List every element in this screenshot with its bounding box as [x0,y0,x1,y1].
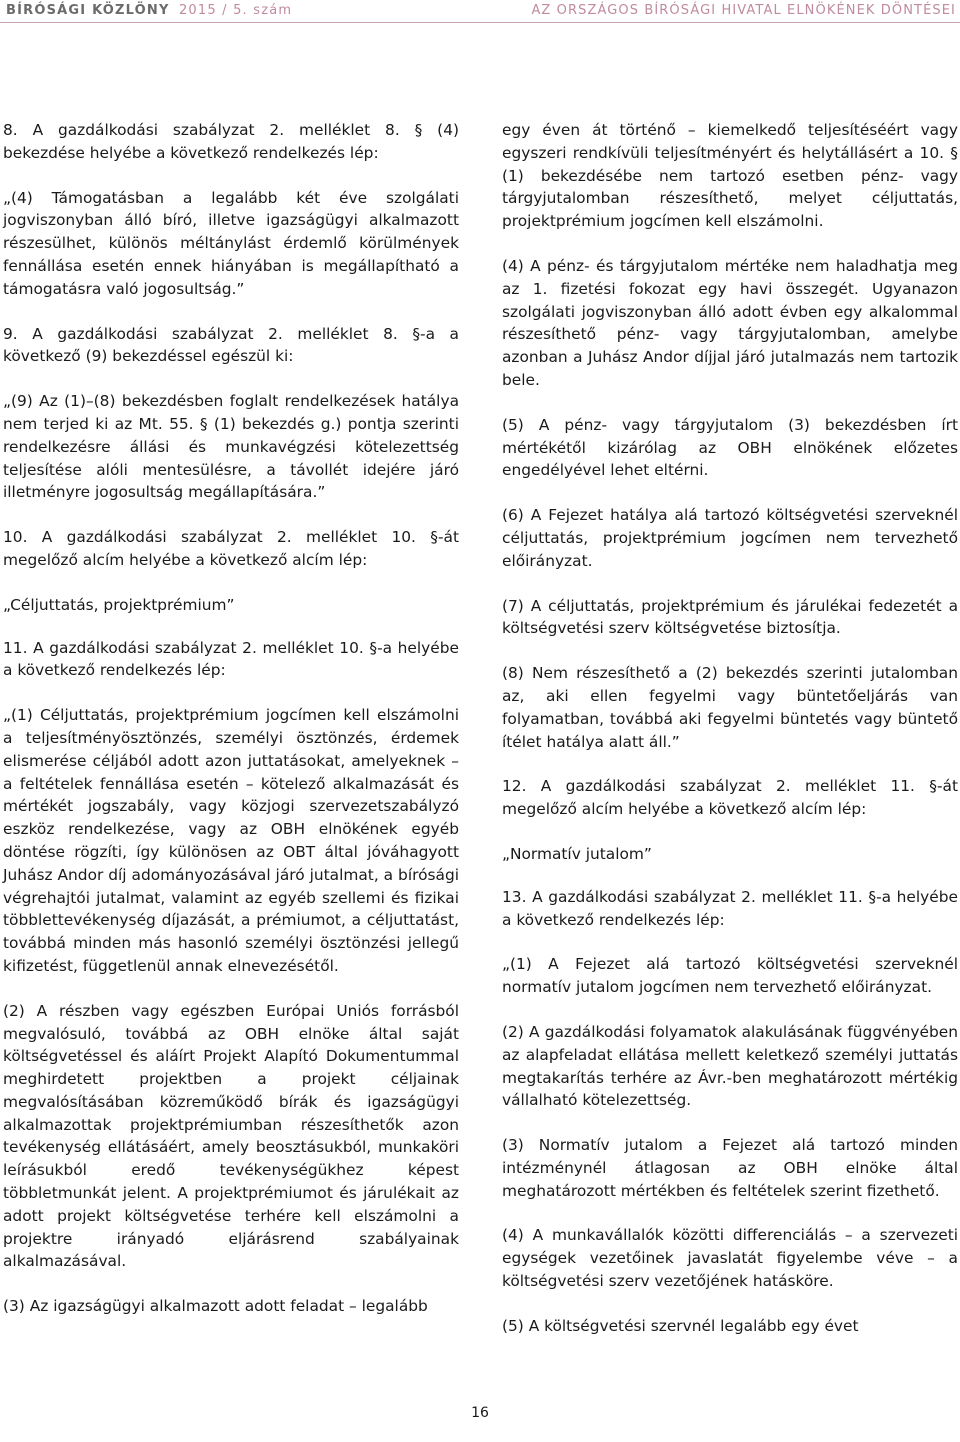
paragraph: „(9) Az (1)–(8) bekezdésben foglalt rendelkezések hatálya nem terjed ki az Mt. 55. § (1) bekezdés g.) pontja szerinti rendelkezésre állási és munkavégzési kötelezettség teljesítése alóli mentesülésre, a távollét idejére járó illetményre jogosultság megállapítására.” [3,392,459,502]
paragraph: 11. A gazdálkodási szabályzat 2. melléklet 10. §-a helyébe a következő rendelkezés lép: [3,638,459,680]
paragraph: (4) A munkavállalók közötti differenciálás – a szervezeti egységek vezetőinek javaslatát figyelembe véve – a költségvetési szerv vezetőjének hatásköre. [502,1226,958,1291]
paragraph: „(1) A Fejezet alá tartozó költségvetési szerveknél normatív jutalom jogcímen nem tervezhető előirányzat. [502,955,958,997]
paragraph: 8. A gazdálkodási szabályzat 2. melléklet 8. § (4) bekezdése helyébe a következő rendelkezés lép: [3,121,459,162]
subheading: „Normatív jutalom” [502,844,652,863]
paragraph: 10. A gazdálkodási szabályzat 2. melléklet 10. §-át megelőző alcím helyébe a következő alcím lép: [3,528,459,569]
paragraph: (7) A céljuttatás, projektprémium és járulékai fedezetét a költségvetési szerv költségvetése biztosítja. [502,596,958,638]
paragraph: (2) A részben vagy egészben Európai Uniós forrásból megvalósuló, továbbá az OBH elnöke által saját költségvetéssel és aláírt Projekt Alapító Dokumentummal meghirdetett projektben a projekt céljainak megvalósításában közreműködő bírák és igazságügyi alkalmazottak projektprémiumban részesíthetők azon tevékenység ellátásáért, amely beosztásukból, munkaköri leírásukból eredő tevékenységükhez képest többletmunkát jelent. A projektprémiumot és járulékait az adott projekt költségvetése terhére kell elszámolni a projektre irányadó eljárásrend szabályainak alkalmazásával. [3,1001,459,1271]
paragraph: (3) Normatív jutalom a Fejezet alá tartozó minden intézménynél átlagosan az OBH elnöke által meghatározott mértékben és feltételek szerint fizethető. [502,1136,958,1200]
left-column [3,119,459,1340]
paragraph: 13. A gazdálkodási szabályzat 2. melléklet 11. §-a helyébe a következő rendelkezés lép: [502,887,958,929]
journal-title [6,3,292,18]
paragraph: 12. A gazdálkodási szabályzat 2. melléklet 11. §-át megelőző alcím helyébe a következő alcím lép: [502,777,958,819]
page-number: 16 [471,1405,489,1421]
paragraph: „(4) Támogatásban a legalább két éve szolgálati jogviszonyban álló bíró, illetve igazságügyi alkalmazott részesülhet, különös méltánylást érdemlő körülmények fennállása esetén ennek hiányában is megállapítható a támogatásra való jogosultság.” [3,188,459,298]
paragraph: (6) A Fejezet hatálya alá tartozó költségvetési szerveknél céljuttatás, projektprémium jogcímen nem tervezhető előirányzat. [502,506,958,570]
paragraph: egy éven át történő – kiemelkedő teljesítéséért vagy egyszeri rendkívüli teljesítményért és helytállásért a 10. § (1) bekezdésébe nem tartozó esetben pénz- vagy tárgyjutalomban részesíthető, melyet céljuttatás, projektprémium jogcímen kell elszámolni. [502,121,958,231]
paragraph: „(1) Céljuttatás, projektprémium jogcímen kell elszámolni a teljesítményösztönzés, személyi ösztönzés, érdemek elismerése céljából adott azon juttatásokat, amelyeknek – a feltételek fennállása esetén – kötelező alkalmazását és mértékét jogszabály, vagy közjogi szervezetszabályzó eszköz rendelkezése, vagy az OBH elnökének egyéb döntése rögzíti, így különösen az OBT által jóváhagyott Juhász Andor díj adományozásával járó jutalmat, a bírósági végrehajtói jutalmat, valamint az egyéb szellemi és fizikai többlettevékenység díjazását, a prémiumot, a céljuttatást, továbbá minden más hasonló személyi ösztönzési jellegű kifizetést, függetlenül annak elnevezésétől. [3,706,459,975]
paragraph: (5) A költségvetési szervnél legalább egy évet [502,1316,859,1335]
journal-brand: BÍRÓSÁGI KÖZLÖNY [6,3,170,18]
subheading: „Céljuttatás, projektprémium” [3,595,235,614]
section-title: AZ ORSZÁGOS BÍRÓSÁGI HIVATAL ELNÖKÉNEK DÖNTÉSEI [531,3,956,18]
paragraph: (8) Nem részesíthető a (2) bekezdés szerinti jutalomban az, aki ellen fegyelmi vagy büntetőeljárás van folyamatban, továbbá aki fegyelmi büntetés vagy büntető ítélet hatálya alatt áll.” [502,664,958,751]
journal-issue: 2015 / 5. szám [178,3,293,18]
paragraph: (5) A pénz- vagy tárgyjutalom (3) bekezdésben írt mértékétől kizárólag az OBH elnökének előzetes engedélyével lehet eltérni. [502,415,958,480]
paragraph: (4) A pénz- és tárgyjutalom mértéke nem haladhatja meg az 1. fizetési fokozat egy havi összegét. Ugyanazon szolgálati jogviszonyban álló adott évben egy alkalommal részesíthető pénz- vagy tárgyjutalomban, amelybe azonban a Juhász Andor díjjal járó jutalmazás nem tartozik bele. [502,256,958,389]
page-header [0,0,960,23]
paragraph: 9. A gazdálkodási szabályzat 2. melléklet 8. §-a a következő (9) bekezdéssel egészül ki: [3,324,459,366]
paragraph: (3) Az igazságügyi alkalmazott adott feladat – legalább [3,1297,428,1316]
right-column [502,119,958,1360]
paragraph: (2) A gazdálkodási folyamatok alakulásának függvényében az alapfeladat ellátása mellett keletkező személyi juttatás megtakarítás terhére az Ávr.-ben meghatározott mértékig vállalható kötelezettség. [502,1022,958,1110]
